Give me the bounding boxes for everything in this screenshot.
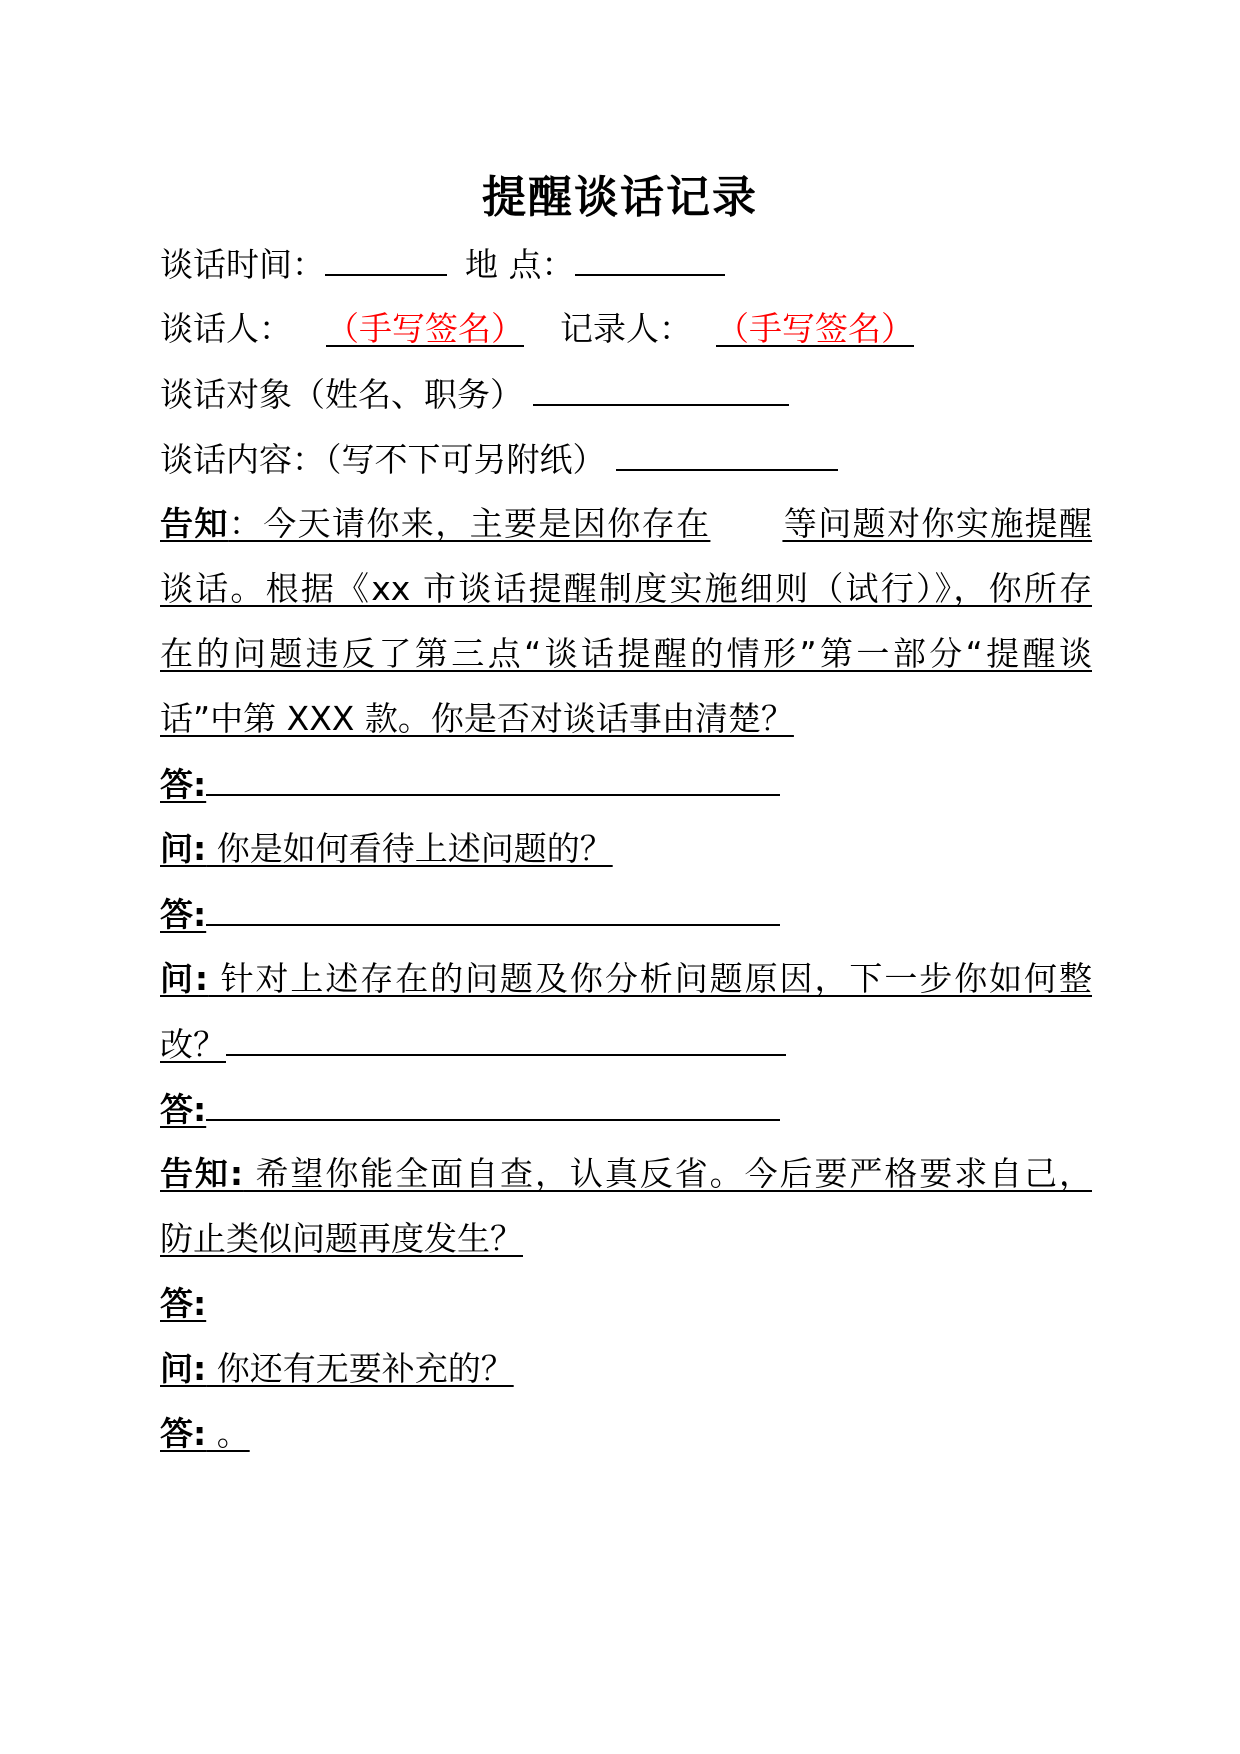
answer3-label: 答:	[160, 1090, 207, 1129]
answer2-label: 答:	[160, 895, 207, 934]
answer3-row	[160, 1085, 780, 1134]
answer2-blank[interactable]	[206, 890, 780, 926]
recorder-signature-text: （手写签名）	[716, 309, 914, 348]
time-place-row	[160, 240, 725, 289]
content-label: 谈话内容：（写不下可另附纸）	[160, 440, 606, 479]
place-label: 地 点：	[465, 245, 575, 284]
question2-line2	[160, 1020, 786, 1069]
question2-blank[interactable]	[226, 1020, 786, 1056]
answer4-label: 答:	[160, 1284, 207, 1323]
time-label: 谈话时间：	[160, 245, 325, 284]
answer5-label: 答:	[160, 1414, 207, 1453]
subject-row	[160, 370, 789, 419]
question3-label: 问:	[160, 1349, 207, 1388]
answer1-row	[160, 760, 780, 809]
notice1-label: 告知	[160, 504, 229, 543]
answer4-row	[160, 1280, 206, 1328]
question3-text: 你还有无要补充的？	[206, 1349, 514, 1388]
answer3-blank[interactable]	[206, 1085, 780, 1121]
question3-row	[160, 1345, 514, 1393]
answer1-blank[interactable]	[206, 760, 780, 796]
notice1-line1a: ：今天请你来，主要是因你存在	[228, 504, 711, 543]
notice1-line1b: 等问题对你实施提醒	[782, 504, 1093, 543]
talker-signature-text: （手写签名）	[326, 309, 524, 348]
notice2-line2: 防止类似问题再度发生？	[160, 1219, 523, 1258]
subject-label: 谈话对象（姓名、职务）	[160, 375, 523, 414]
notice1-line4: 话”中第 XXX 款。你是否对谈话事由清楚？	[160, 699, 794, 738]
question2-line1	[160, 955, 1092, 1003]
answer1-label: 答:	[160, 765, 207, 804]
question1-text: 你是如何看待上述问题的？	[206, 829, 613, 868]
question1-row	[160, 825, 613, 873]
notice2-label: 告知:	[160, 1154, 244, 1193]
recorder-label: 记录人：	[560, 309, 692, 348]
answer5-text: 。	[206, 1414, 250, 1453]
notice2-line1	[160, 1150, 1092, 1198]
question2-text-2: 改？	[160, 1025, 226, 1064]
notice1-line1	[160, 500, 1092, 548]
notice1-line2: 谈话。根据《xx 市谈话提醒制度实施细则（试行）》，你所存	[160, 569, 1092, 608]
place-blank[interactable]	[575, 240, 725, 276]
recorder-signature[interactable]	[692, 309, 928, 348]
question2-label: 问:	[160, 959, 209, 998]
answer5-row	[160, 1410, 250, 1458]
notice2-text: 希望你能全面自查，认真反省。今后要严格要求自己，	[243, 1154, 1092, 1193]
question1-label: 问:	[160, 829, 207, 868]
talker-label: 谈话人：	[160, 309, 292, 348]
talker-recorder-row	[160, 305, 928, 353]
question2-text: 针对上述存在的问题及你分析问题原因，下一步你如何整	[208, 959, 1092, 998]
content-blank[interactable]	[616, 435, 838, 471]
time-blank[interactable]	[325, 240, 447, 276]
content-row	[160, 435, 838, 484]
page-title: 提醒谈话记录	[482, 172, 758, 223]
subject-blank[interactable]	[533, 370, 789, 406]
notice1-line3: 在的问题违反了第三点“谈话提醒的情形”第一部分“提醒谈	[160, 634, 1092, 673]
talker-signature[interactable]	[302, 309, 538, 348]
answer2-row	[160, 890, 780, 939]
